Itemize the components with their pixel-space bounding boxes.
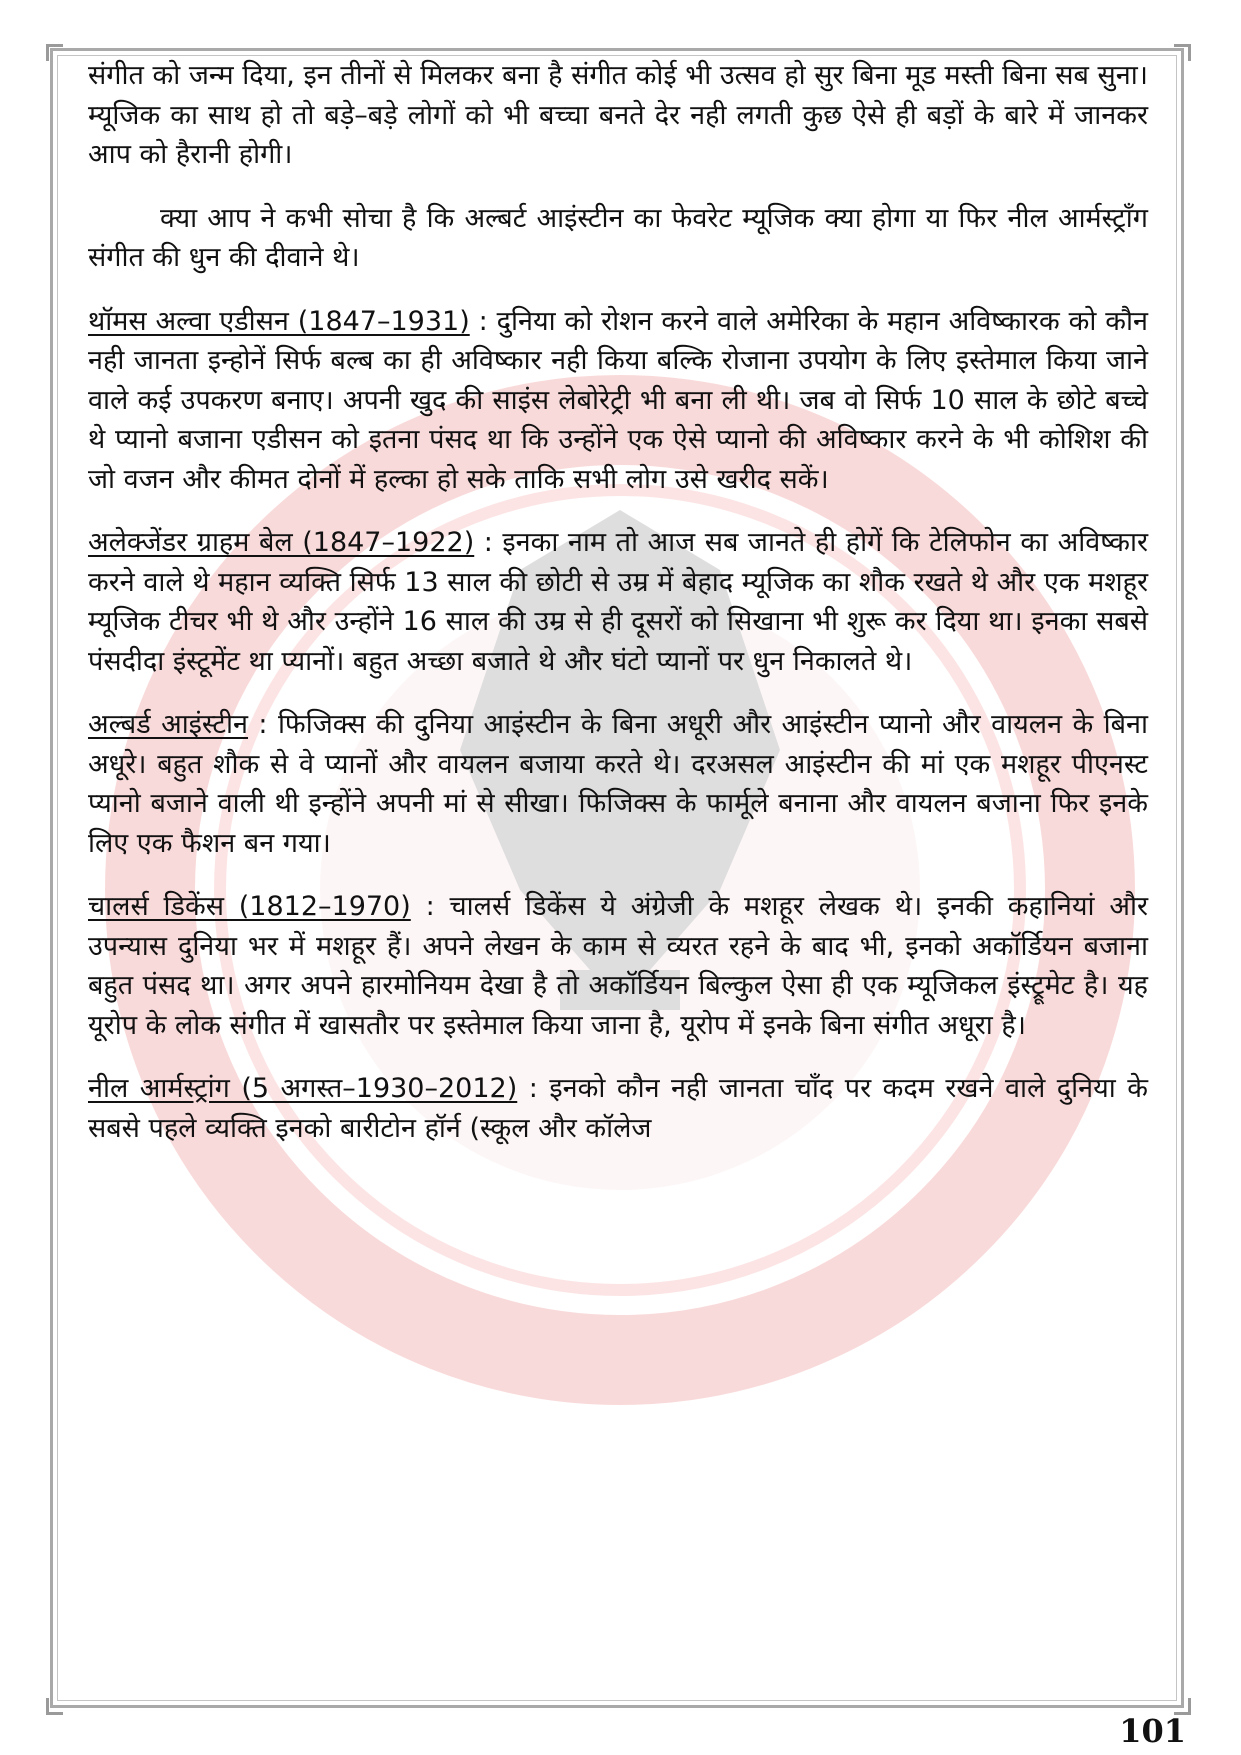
paragraph-text: संगीत को जन्म दिया, इन तीनों से मिलकर बना है संगीत कोई भी उत्सव हो सुर बिना मूड मस्ती बिना सब सुना। म्यूजिक का साथ हो तो बड़े–बड़े लोगों को भी बच्चा बनते देर नही लगती कुछ ऐसे ही बड़ों के बारे में जानकर आप को हैरानी होगी। [88, 60, 1148, 170]
heading-separator: : [410, 891, 450, 922]
paragraph-text: दुनिया को रोशन करने वाले अमेरिका के महान अविष्कारक को कौन नही जानता इन्होनें सिर्फ बल्ब का ही अविष्कार नही किया बल्कि रोजाना उपयोग के लिए इस्तेमाल किया जाने वाले कई उपकरण बनाए। अपनी खुद की साइंस लेबोरेट्री भी बना ली थी। जब वो सिर्फ 10 साल के छोटे बच्चे थे प्यानो बजाना एडीसन को इतना पंसद था कि उन्होंने एक ऐसे प्यानो की अविष्कार करने के भी कोशिश की जो वजन और कीमत दोनों में हल्का हो सके ताकि सभी लोग उसे खरीद सकें। [88, 305, 1148, 495]
heading-separator: : [248, 709, 278, 740]
paragraph-text: इनको कौन नही जानता चाँद पर कदम रखने वाले दुनिया के सबसे पहले व्यक्ति इनको बारीटोन हॉर्न (स्कूल और कॉलेज [88, 1073, 1148, 1144]
paragraph-text: इनका नाम तो आज सब जानते ही होगें कि टेलिफोन का अविष्कार करने वाले थे महान व्यक्ति सिर्फ 13 साल की छोटी से उम्र में बेहाद म्यूजिक का शौक रखते थे और एक मशहूर म्यूजिक टीचर भी थे और उन्होंने 16 साल की उम्र से ही दूसरों को सिखाना भी शुरू कर दिया था। इनका सबसे पंसदीदा इंस्टूमेंट था प्यानों। बहुत अच्छा बजाते थे और घंटो प्यानों पर धुन निकालते थे। [88, 527, 1148, 677]
section-heading: चालर्स डिकेंस (1812–1970) [88, 891, 411, 922]
paragraph-bell [88, 523, 1148, 681]
document-body [88, 56, 1148, 1172]
paragraph-edison [88, 302, 1148, 500]
paragraph-question [88, 199, 1148, 278]
paragraph-text: चालर्स डिकेंस ये अंग्रेजी के मशहूर लेखक थे। इनकी कहानियां और उपन्यास दुनिया भर में मशहूर हैं। अपने लेखन के काम से व्यरत रहने के बाद भी, इनको अकॉर्डियन बजाना बहुत पंसद था। अगर अपने हारमोनियम देखा है तो अकॉर्डियन बिल्कुल ऐसा ही एक म्यूजिकल इंस्ट्रूमेट है। यह यूरोप के लोक संगीत में खासतौर पर इस्तेमाल किया जाना है, यूरोप में इनके बिना संगीत अधूरा है। [88, 891, 1148, 1041]
section-heading: नील आर्मस्ट्रांग (5 अगस्त–1930–2012) [88, 1073, 518, 1104]
paragraph-dickens [88, 887, 1148, 1045]
paragraph-armstrong [88, 1069, 1148, 1148]
corner-ornament-top-left [46, 44, 63, 61]
section-heading: अल्बर्ड आइंस्टीन [88, 709, 249, 740]
page-number: 101 [1119, 1712, 1186, 1750]
corner-ornament-top-right [1174, 44, 1191, 61]
heading-separator: : [517, 1073, 550, 1104]
corner-ornament-bottom-left [46, 1698, 63, 1715]
paragraph-intro [88, 56, 1148, 175]
paragraph-einstein [88, 705, 1148, 863]
heading-separator: : [469, 305, 497, 337]
heading-separator: : [474, 527, 503, 558]
paragraph-text: क्या आप ने कभी सोचा है कि अल्बर्ट आइंस्टीन का फेवरेट म्यूजिक क्या होगा या फिर नील आर्मस्ट्राँग संगीत की धुन की दीवाने थे। [88, 202, 1148, 273]
section-heading: थॉमस अल्वा एडीसन (1847–1931) [88, 305, 470, 337]
section-heading: अलेक्जेंडर ग्राहम बेल (1847–1922) [88, 527, 475, 558]
paragraph-text: फिजिक्स की दुनिया आइंस्टीन के बिना अधूरी और आइंस्टीन प्यानो और वायलन के बिना अधूरे। बहुत शौक से वे प्यानों और वायलन बजाया करते थे। दरअसल आइंस्टीन की मां एक मशहूर पीएनस्ट प्यानो बजाने वाली थी इन्होंने अपनी मां से सीखा। फिजिक्स के फार्मूले बनाना और वायलन बजाना फिर इनके लिए एक फैशन बन गया। [88, 709, 1148, 859]
